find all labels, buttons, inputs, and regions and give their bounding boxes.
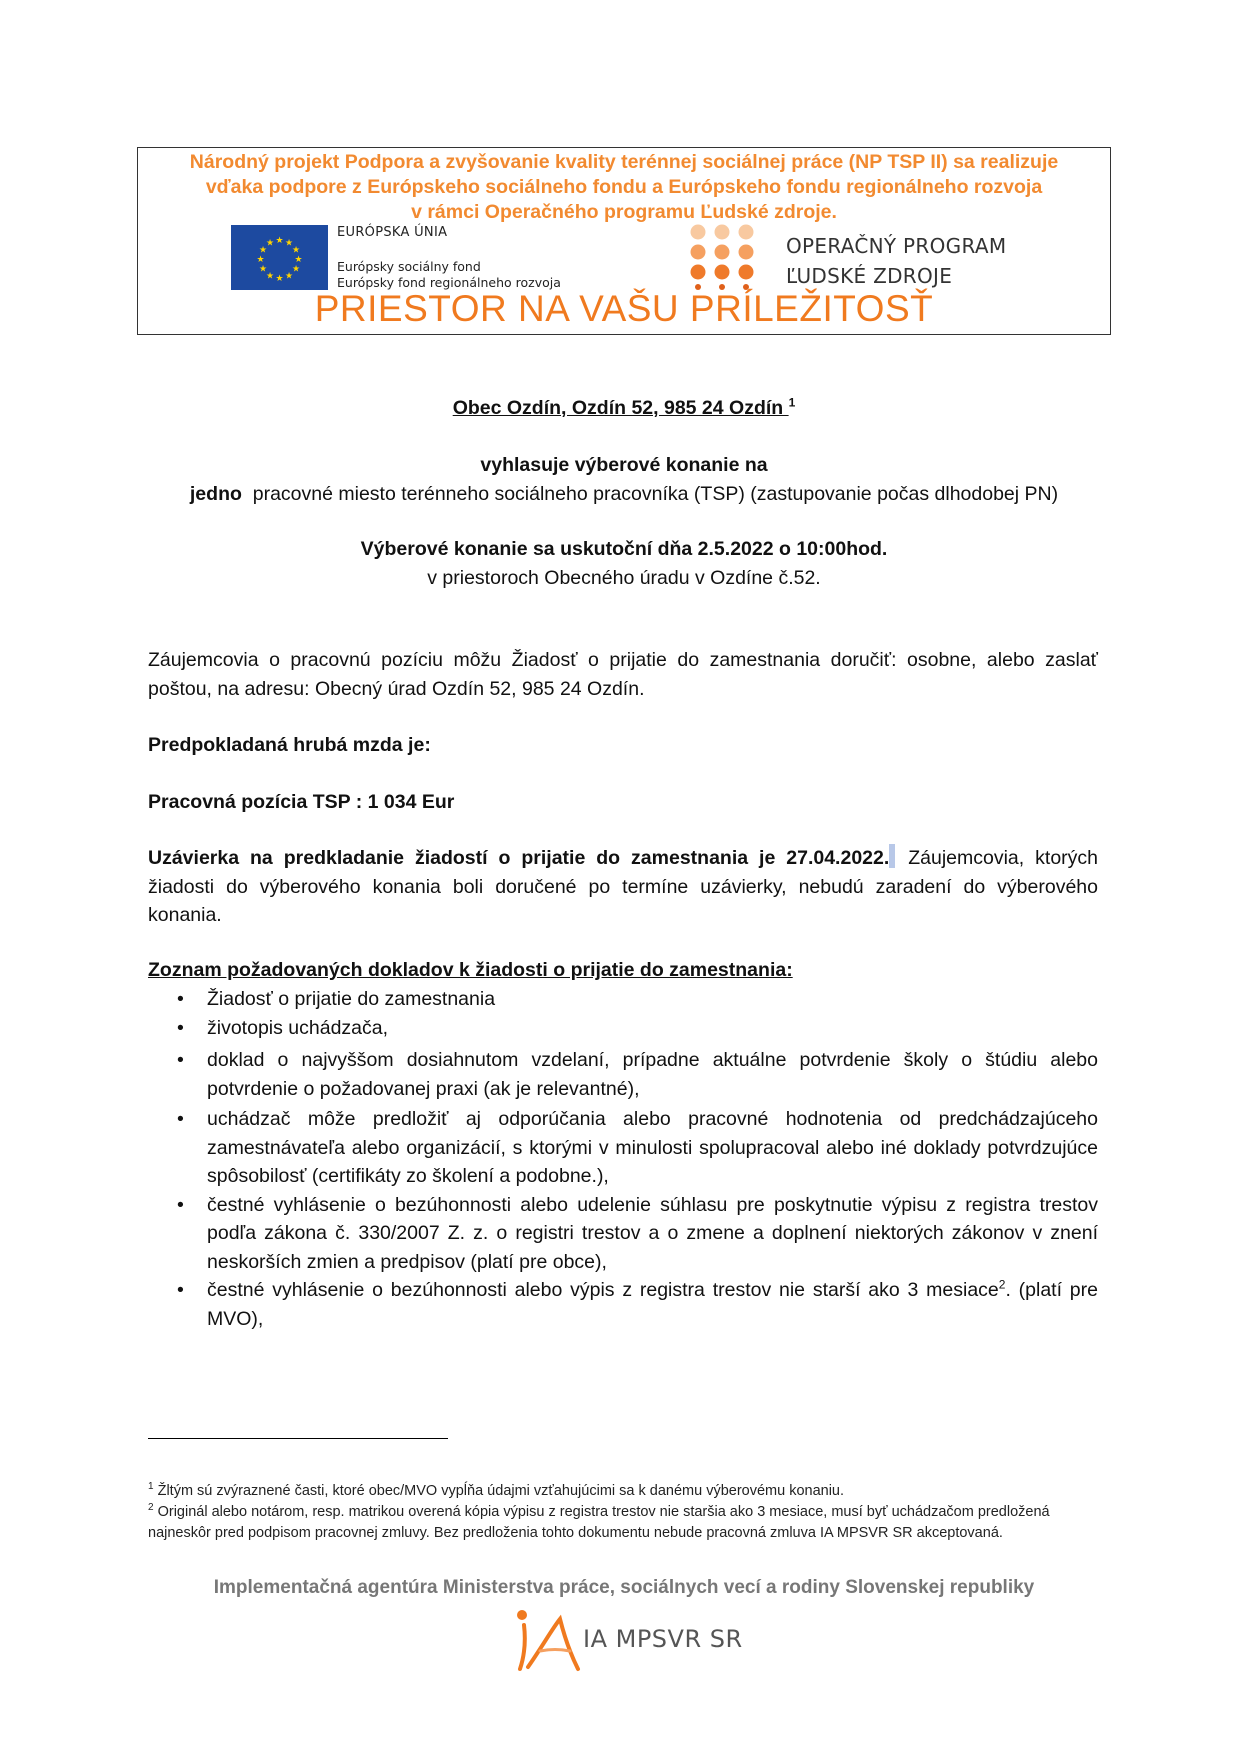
footnotes <box>148 1481 1098 1544</box>
esf-label: Európsky sociálny fond <box>337 259 481 274</box>
position-salary: Pracovná pozícia TSP : 1 034 Eur <box>148 791 455 813</box>
list-item: • Žiadosť o prijatie do zamestnania <box>148 985 1098 1014</box>
interview-date: Výberové konanie sa uskutoční dňa 2.5.2022 o 10:00hod. <box>360 538 888 560</box>
municipality-heading <box>137 394 1111 423</box>
list-item: • čestné vyhlásenie o bezúhonnosti alebo udelenie súhlasu pre poskytnutie výpisu z registra trestov podľa zákona č. 330/2007 Z. z. o registri trestov a o zmene a doplnení niektorých zákonov v znení neskorších zmien a predpisov (platí pre obce), <box>148 1191 1098 1277</box>
deadline-note: Záujemcovia, ktorých žiadosti do výberového konania boli doručené po termíne uzávierky, nebudú zaradení do výberového konania. <box>148 847 1098 926</box>
list-item: • doklad o najvyššom dosiahnutom vzdelaní, prípadne aktuálne potvrdenie školy o štúdiu alebo potvrdenie o požadovanej praxi (ak je relevantné), <box>148 1046 1098 1103</box>
eu-title: EURÓPSKA ÚNIA <box>337 225 448 240</box>
project-statement <box>137 150 1111 225</box>
ia-logo-icon <box>514 1607 584 1673</box>
footnote-1: $^1$ Žltým sú zvýraznené časti, ktoré obec/MVO vypĺňa údajmi vzťahujúcimi sa k danému výberovému konaniu. <box>148 1481 845 1499</box>
announcement-block <box>137 451 1111 508</box>
eu-flag-icon <box>231 225 328 290</box>
op-logo-text <box>786 231 1006 291</box>
list-item: • životopis uchádzača, <box>148 1014 1098 1043</box>
list-item: • uchádzač môže predložiť aj odporúčania alebo pracovné hodnotenia od predchádzajúceho zamestnávateľa alebo organizácií, s ktorými v minulosti spolupracoval alebo iné doklady potvrdzujúce spôsobilosť (certifikáty zo školení a podobne.), <box>148 1105 1098 1191</box>
position-description: pracovné miesto terénneho sociálneho pracovníka (TSP) (zastupovanie počas dlhodobej PN) <box>241 482 1059 505</box>
svg-text:★: ★ <box>258 264 268 275</box>
bullet-icon: • <box>177 1279 184 1301</box>
footnote-ref-1: 1 <box>788 395 796 410</box>
ia-logo-text: IA MPSVR SR <box>583 1625 743 1653</box>
interview-info <box>137 535 1111 592</box>
bullet-icon: • <box>177 1049 184 1071</box>
salary-label: Predpokladaná hrubá mzda je: <box>148 734 431 756</box>
deadline-paragraph <box>148 844 1098 930</box>
documents-list <box>148 985 1098 1333</box>
bullet-icon: • <box>177 988 184 1010</box>
municipality-address: Obec Ozdín, Ozdín 52, 985 24 Ozdín <box>452 397 789 419</box>
svg-text:★: ★ <box>291 264 301 275</box>
project-line-1: Národný projekt Podpora a zvyšovanie kvality terénnej sociálnej práce (NP TSP II) sa realizuje <box>189 151 1059 173</box>
svg-text:★: ★ <box>275 274 284 284</box>
bullet-icon: • <box>177 1016 184 1039</box>
list-item: • čestné vyhlásenie o bezúhonnosti alebo výpis z registra trestov nie starší ako 3 mesiace$^2$. (platí pre MVO), <box>177 1277 1098 1330</box>
svg-text:★: ★ <box>284 271 294 282</box>
deadline-text: Uzávierka na predkladanie žiadostí o prijatie do zamestnania je 27.04.2022. <box>148 847 890 869</box>
documents-title: Zoznam požadovaných dokladov k žiadosti o prijatie do zamestnania: <box>148 959 793 981</box>
svg-text:★: ★ <box>256 255 265 265</box>
op-line-2: ĽUDSKÉ ZDROJE <box>786 264 953 288</box>
application-instructions: Záujemcovia o pracovnú pozíciu môžu Žiadosť o prijatie do zamestnania doručiť: osobne, alebo zaslať poštou, na adresu: Obecný úrad Ozdín 52, 985 24 Ozdín. <box>148 649 1098 700</box>
svg-text:★: ★ <box>265 271 275 282</box>
svg-text:★: ★ <box>291 245 301 256</box>
footnote-ref-2: 2 <box>998 1277 1006 1292</box>
slogan: PRIESTOR NA VAŠU PRÍLEŽITOSŤ <box>314 288 934 329</box>
svg-text:★: ★ <box>284 238 294 249</box>
position-count: jedno <box>189 482 242 505</box>
op-line-1: OPERAČNÝ PROGRAM <box>786 234 1007 258</box>
position-line <box>137 480 1111 509</box>
agency-name: Implementačná agentúra Ministerstva práce, sociálnych vecí a rodiny Slovenskej republiky <box>213 1577 1035 1598</box>
highlight-marker <box>889 844 895 868</box>
svg-text:★: ★ <box>258 245 268 256</box>
project-line-3: v rámci Operačného programu Ľudské zdroje. <box>411 201 837 223</box>
svg-text:★: ★ <box>294 255 303 265</box>
erdf-label: Európsky fond regionálneho rozvoja <box>337 275 561 290</box>
svg-text:★: ★ <box>275 236 284 246</box>
svg-text:★: ★ <box>265 238 275 249</box>
eu-logo-text <box>337 225 567 291</box>
project-line-2: vďaka podpore z Európskeho sociálneho fondu a Európskeho fondu regionálneho rozvoja <box>205 176 1043 198</box>
bullet-icon: • <box>177 1108 184 1130</box>
op-logo-dots-icon <box>688 224 760 290</box>
footnote-separator <box>148 1438 448 1439</box>
announcement-title: vyhlasuje výberové konanie na <box>480 454 768 476</box>
footnote-2: $^2$ Originál alebo notárom, resp. matrikou overená kópia výpisu z registra trestov nie staršia ako 3 mesiace, musí byť uchádzačom predložená najneskôr pred podpisom pracovnej zmluvy. Bez predloženia tohto dokumentu nebude pracovná zmluva IA MPSVR SR akceptovaná. <box>148 1502 1050 1541</box>
interview-place: v priestoroch Obecného úradu v Ozdíne č.52. <box>427 566 821 589</box>
bullet-icon: • <box>177 1193 184 1216</box>
